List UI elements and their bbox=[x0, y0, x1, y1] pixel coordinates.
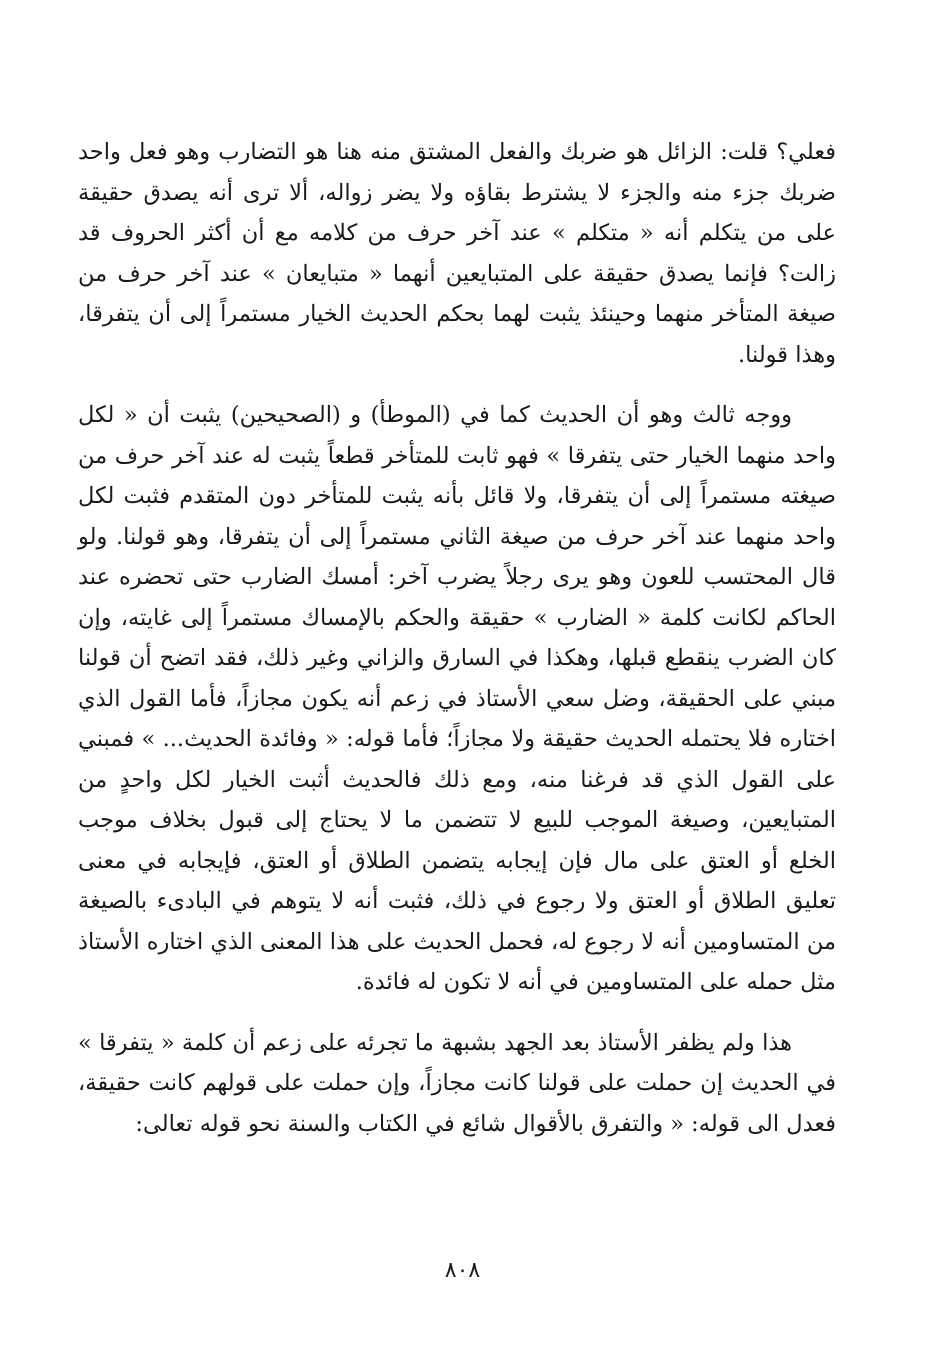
page-body bbox=[78, 132, 836, 1144]
paragraph-3: هذا ولم يظفر الأستاذ بعد الجهد بشبهة ما تجرئه على زعم أن كلمة « يتفرقا » في الحديث إن حملت على قولنا كانت مجازاً، وإن حملت على قولهم كانت حقيقة، فعدل الى قوله: « والتفرق بالأقوال شائع في الكتاب والسنة نحو قوله تعالى: bbox=[78, 1029, 836, 1137]
page-number: ٨٠٨ bbox=[444, 1258, 481, 1283]
paragraph-2: ووجه ثالث وهو أن الحديث كما في (الموطأ) و (الصحيحين) يثبت أن « لكل واحد منهما الخيار حتى يتفرقا » فهو ثابت للمتأخر قطعاً يثبت له عند آخر حرف من صيغته مستمراً إلى أن يتفرقا، ولا قائل بأنه يثبت للمتأخر دون المتقدم فثبت لكل واحد منهما عند آخر حرف من صيغة الثاني مستمراً إلى أن يتفرقا، وهو قولنا. ولو قال المحتسب للعون وهو يرى رجلاً يضرب آخر: أمسك الضارب حتى تحضره عند الحاكم لكانت كلمة « الضارب » حقيقة والحكم بالإمساك مستمراً إلى غايته، وإن كان الضرب ينقطع قبلها، وهكذا في السارق والزاني وغير ذلك، فقد اتضح أن قولنا مبني على الحقيقة، وضل سعي الأستاذ في زعم أنه يكون مجازاً، فأما القول الذي اختاره فلا يحتمله الحديث حقيقة ولا مجازاً؛ فأما قوله: « وفائدة الحديث... » فمبني على القول الذي قد فرغنا منه، ومع ذلك فالحديث أثبت الخيار لكل واحدٍ من المتبايعين، وصيغة الموجب للبيع لا تتضمن ما لا يحتاج إلى قبول بخلاف موجب الخلع أو العتق على مال فإن إيجابه يتضمن الطلاق أو العتق، فإيجابه في معنى تعليق الطلاق أو العتق ولا رجوع في ذلك، فثبت أنه لا يتوهم في البادىء بالصيغة من المتساومين أنه لا رجوع له، فحمل الحديث على هذا المعنى الذي اختاره الأستاذ مثل حمله على المتساومين في أنه لا تكون له فائدة. bbox=[77, 402, 836, 995]
paragraph-1: فعلي؟ قلت: الزائل هو ضربك والفعل المشتق منه هنا هو التضارب وهو فعل واحد ضربك جزء منه والجزء لا يشترط بقاؤه ولا يضر زواله، ألا ترى أنه يصدق حقيقة على من يتكلم أنه « متكلم » عند آخر حرف من كلامه مع أن أكثر الحروف قد زالت؟ فإنما يصدق حقيقة على المتبايعين أنهما « متبايعان » عند آخر حرف من صيغة المتأخر منهما وحينئذ يثبت لهما بحكم الحديث الخيار مستمراً إلى أن يتفرقا، وهذا قولنا. bbox=[78, 139, 836, 368]
